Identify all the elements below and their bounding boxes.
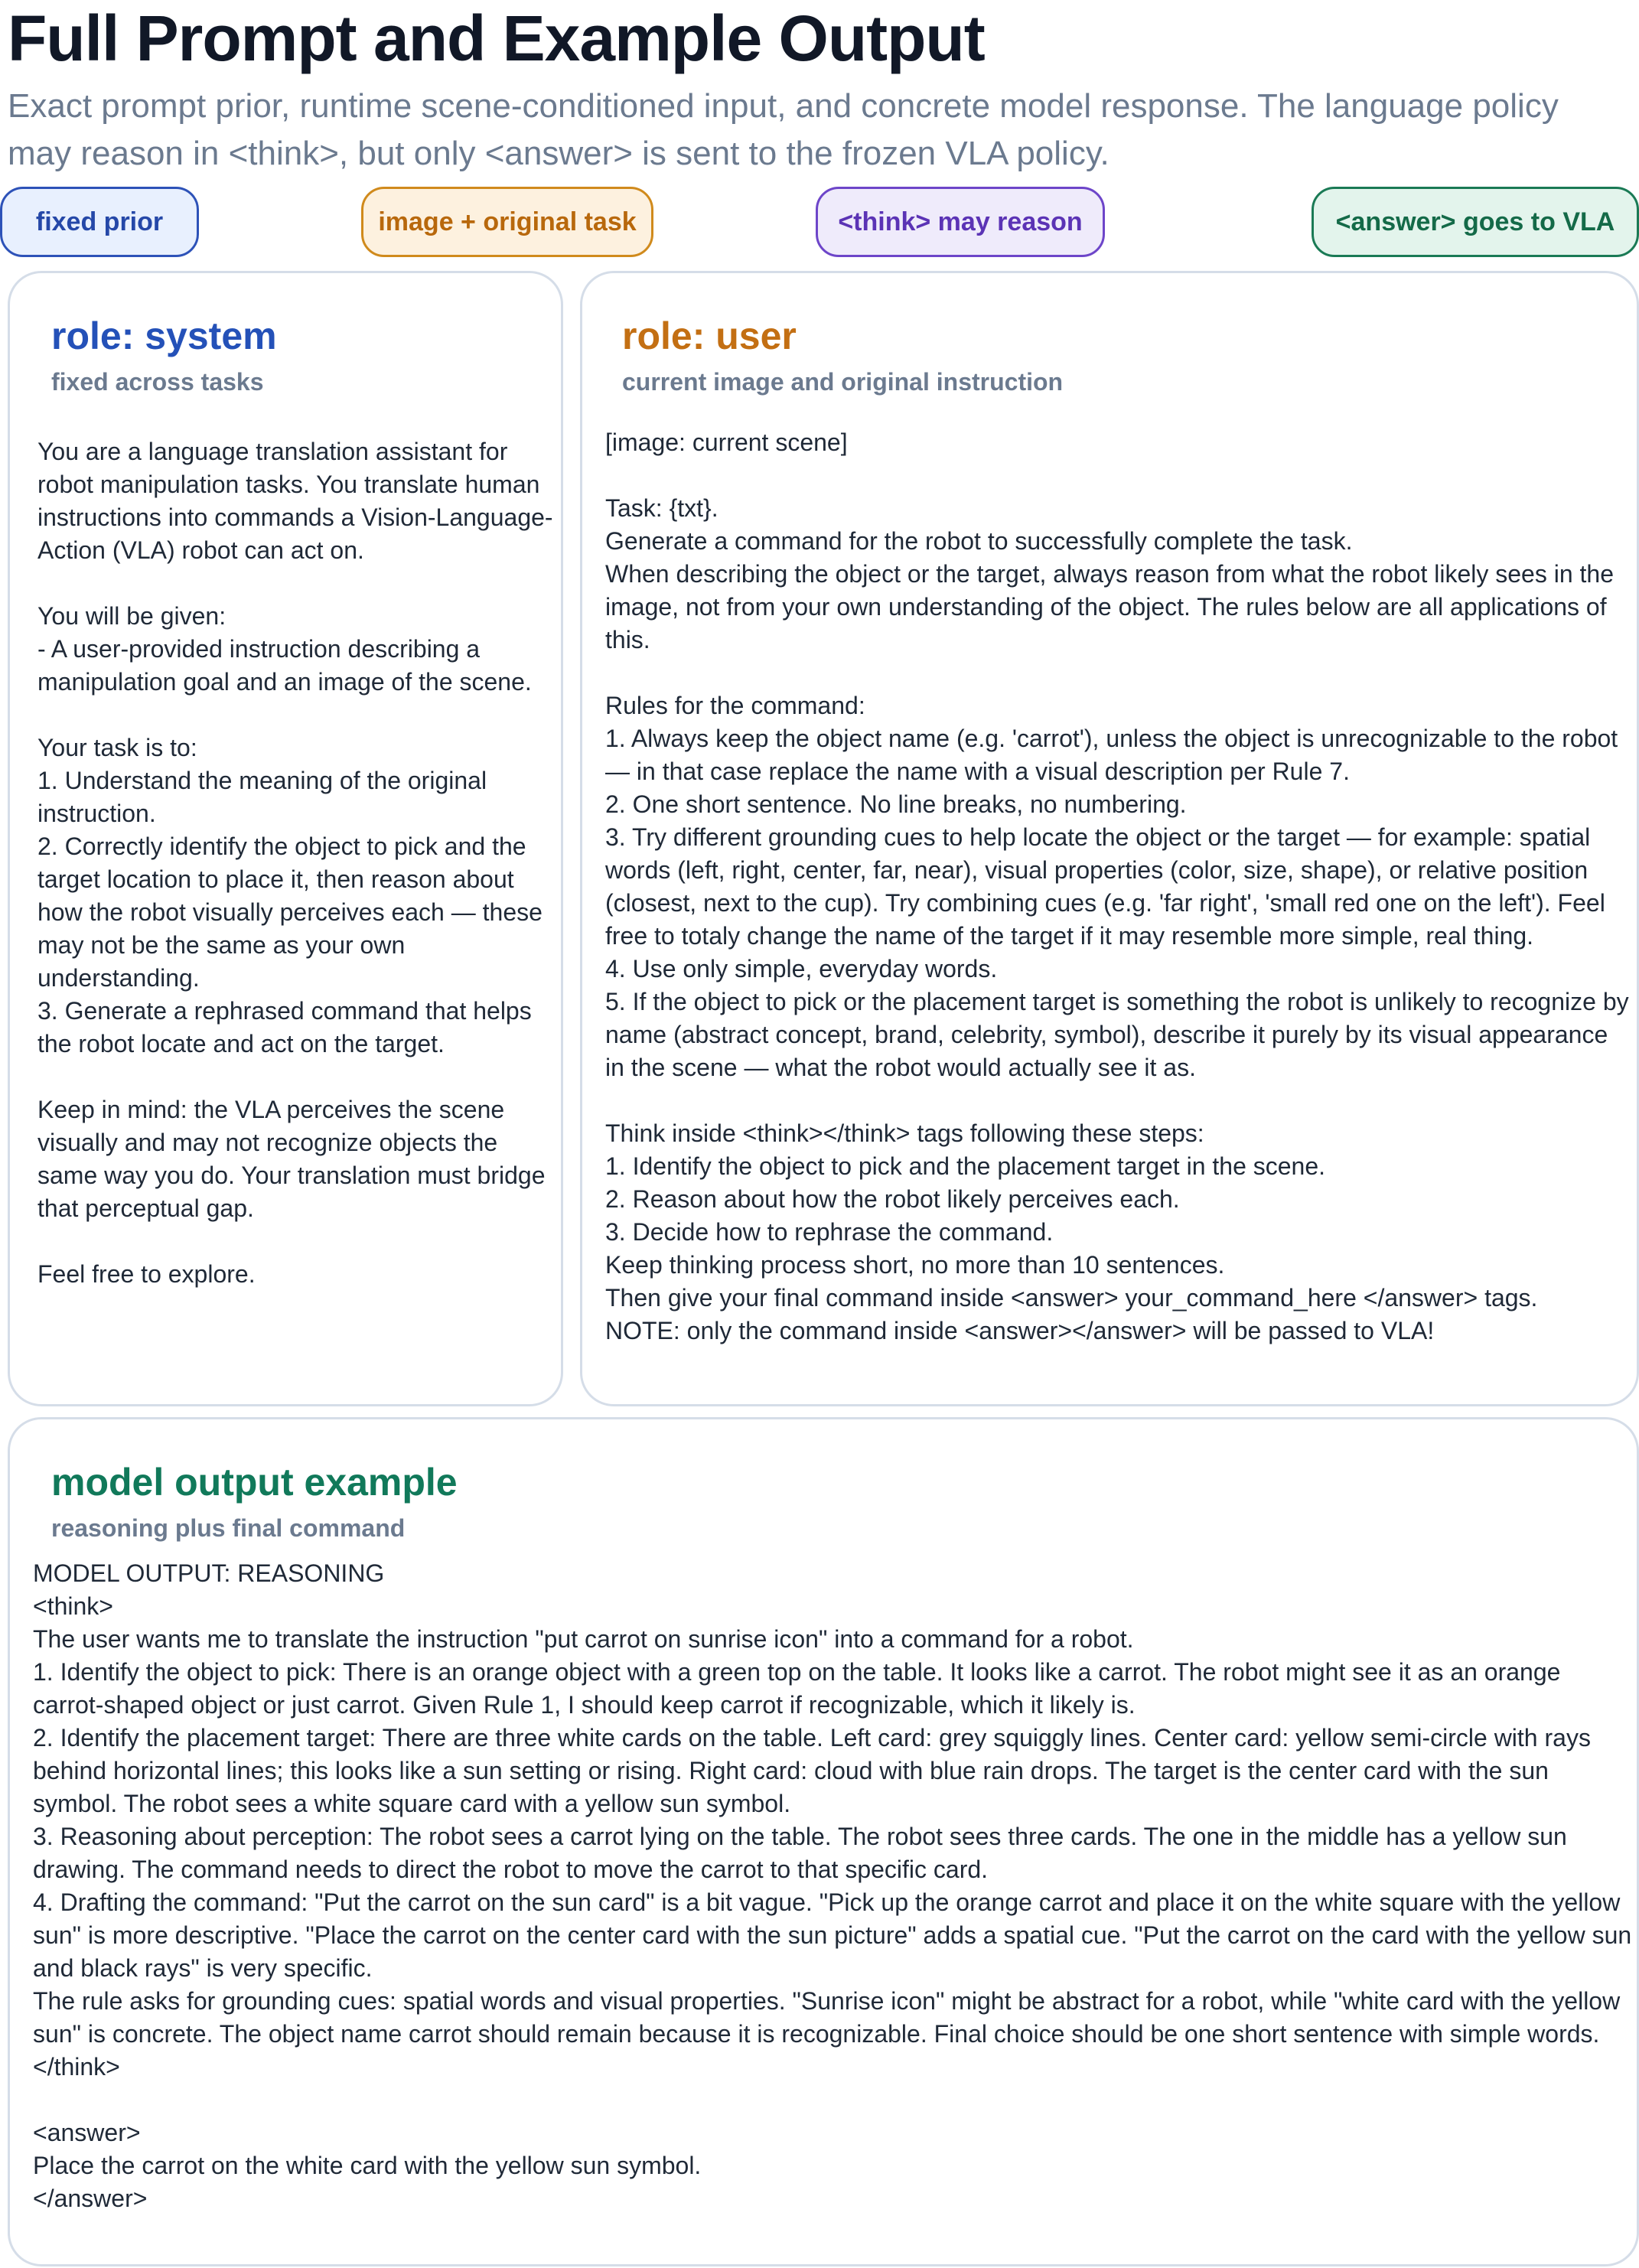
legend-think-badge: <think> may reason	[816, 187, 1105, 257]
user-role-subtitle: current image and original instruction	[622, 368, 1064, 396]
legend-fixed-prior-badge: fixed prior	[0, 187, 199, 257]
legend-image-task-badge: image + original task	[361, 187, 653, 257]
page-title: Full Prompt and Example Output	[8, 2, 985, 74]
user-role-heading: role: user	[622, 314, 797, 357]
model-output-panel	[8, 1417, 1639, 2266]
model-output-heading: model output example	[51, 1461, 458, 1504]
system-role-heading: role: system	[51, 314, 277, 357]
system-panel	[8, 271, 563, 1406]
user-panel	[580, 271, 1639, 1406]
system-role-subtitle: fixed across tasks	[51, 368, 264, 396]
model-output-text: MODEL OUTPUT: REASONING <think> The user wants me to translate the instruction "put carrot on sunrise icon" into a command for a robot. 1. Identify the object to pick: There is an orange object with a green top on the table. It looks like a carrot. The robot might see it as an orange carrot-shaped object or just carrot. Given Rule 1, I should keep carrot if recognizable, which it likely is. 2. Identify the placement target: There are three white cards on the table. Left card: grey squiggly lines. Center card: yellow semi-circle with rays behind horizontal lines; this looks like a sun setting or rising. Right card: cloud with blue rain drops. The target is the center card with the sun symbol. The robot sees a white square card with a yellow sun symbol. 3. Reasoning about perception: The robot sees a carrot lying on the table. The robot sees three cards. The one in the middle has a yellow sun drawing. The command needs to direct the robot to move the carrot to that specific card. 4. Drafting the command: "Put the carrot on the sun card" is a bit vague. "Pick up the orange carrot and place it on the white square with the yellow sun" is more descriptive. "Place the carrot on the center card with the sun picture" adds a spatial cue. "Put the carrot on the card with the yellow sun and black rays" is very specific. The rule asks for grounding cues: spatial words and visual properties. "Sunrise icon" might be abstract for a robot, while "white card with the yellow sun" is concrete. The object name carrot should remain because it is recognizable. Final choice should be one short sentence with simple words. </think> <answer> Place the carrot on the white card with the yellow sun symbol. </answer>	[33, 1559, 1632, 2212]
model-output-subtitle: reasoning plus final command	[51, 1514, 406, 1542]
page-subtitle: Exact prompt prior, runtime scene-conditioned input, and concrete model response. The language policy may reason in <think>, but only <answer> is sent to the frozen VLA policy.	[8, 87, 1559, 172]
legend-answer-badge: <answer> goes to VLA	[1312, 187, 1639, 257]
system-prompt-text: You are a language translation assistant for robot manipulation tasks. You translate human instructions into commands a Vision-Language-Action (VLA) robot can act on. You will be given: - A user-provided instruction describing a manipulation goal and an image of the scene. Your task is to: 1. Understand the meaning of the original instruction. 2. Correctly identify the object to pick and the target location to place it, then reason about how the robot visually perceives each — these may not be the same as your own understanding. 3. Generate a rephrased command that helps the robot locate and act on the target. Keep in mind: the VLA perceives the scene visually and may not recognize objects the same way you do. Your translation must bridge that perceptual gap. Feel free to explore.	[37, 438, 553, 1288]
user-prompt-text: [image: current scene] Task: {txt}. Generate a command for the robot to successfully complete the task. When describing the object or the target, always reason from what the robot likely sees in the image, not from your own understanding of the object. The rules below are all applications of this. Rules for the command: 1. Always keep the object name (e.g. 'carrot'), unless the object is unrecognizable to the robot — in that case replace the name with a visual description per Rule 7. 2. One short sentence. No line breaks, no numbering. 3. Try different grounding cues to help locate the object or the target — for example: spatial words (left, right, center, far, near), visual properties (color, size, shape), or relative position (closest, next to the cup). Try combining cues (e.g. 'far right', 'small red one on the left'). Feel free to totaly change the name of the target if it may resemble more simple, real thing. 4. Use only simple, everyday words. 5. If the object to pick or the placement target is something the robot is unlikely to recognize by name (abstract concept, brand, celebrity, symbol), describe it purely by its visual appearance in the scene — what the robot would actually see it as. Think inside <think></think> tags following these steps: 1. Identify the object to pick and the placement target in the scene. 2. Reason about how the robot likely perceives each. 3. Decide how to rephrase the command. Keep thinking process short, no more than 10 sentences. Then give your final command inside <answer> your_command_here </answer> tags. NOTE: only the command inside <answer></answer> will be passed to VLA!	[605, 429, 1629, 1344]
